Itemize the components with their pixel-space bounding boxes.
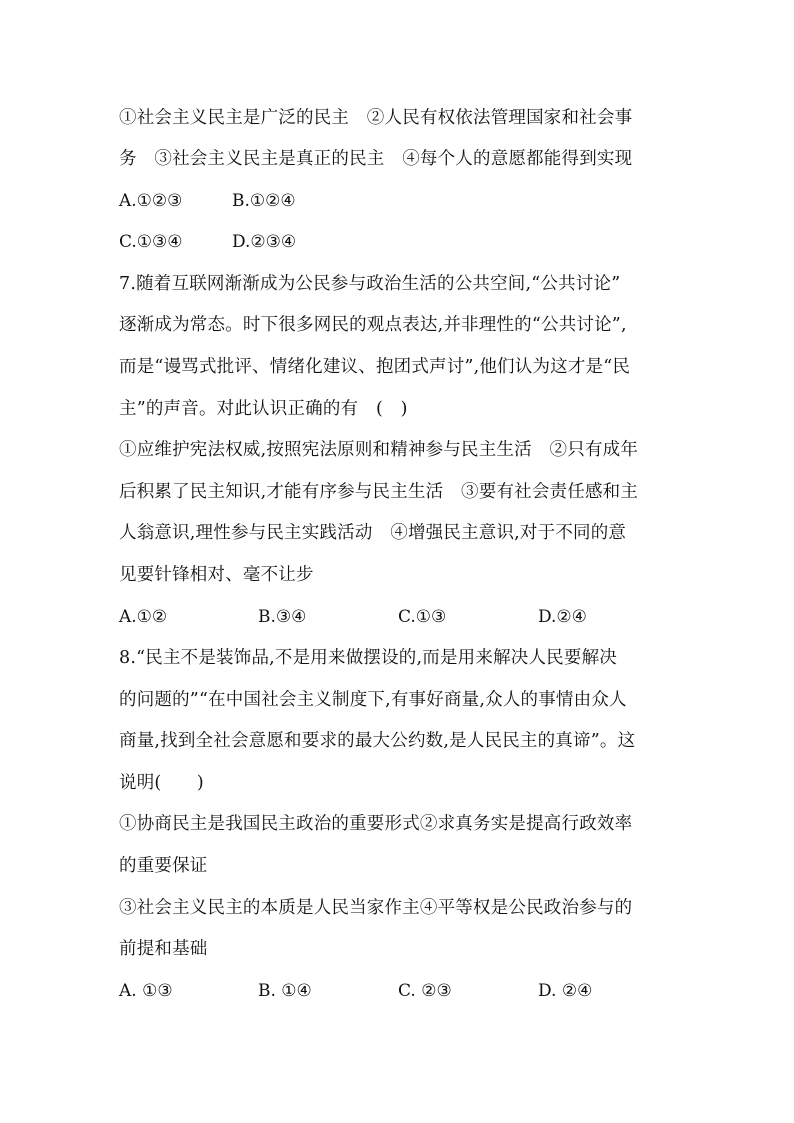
q8-stem-line-1: 8.“民主不是装饰品,不是用来做摆设的,而是用来解决人民要解决 — [119, 648, 617, 668]
q6-option-c: C.①③④ — [119, 232, 183, 252]
q8-option-a: A. ①③ — [119, 981, 173, 1001]
q7-option-c: C.①③ — [398, 607, 447, 627]
q7-statement-line-1: ①应维护宪法权威,按照宪法原则和精神参与民主生活 ②只有成年 — [119, 440, 639, 460]
q8-option-c: C. ②③ — [398, 981, 452, 1001]
q8-stem-line-3: 商量,找到全社会意愿和要求的最大公约数,是人民民主的真谛”。这 — [119, 731, 636, 751]
q6-statement-line-1: ①社会主义民主是广泛的民主 ②人民有权依法管理国家和社会事 — [119, 108, 633, 128]
q8-option-d: D. ②④ — [538, 981, 593, 1001]
q8-stem-line-2: 的问题的”“在中国社会主义制度下,有事好商量,众人的事情由众人 — [119, 690, 627, 710]
q6-statement-line-2: 务 ③社会主义民主是真正的民主 ④每个人的意愿都能得到实现 — [119, 149, 633, 169]
q7-option-d: D.②④ — [538, 607, 587, 627]
q8-statement-line-2: 的重要保证 — [119, 856, 208, 876]
q7-stem-line-4: 主”的声音。对此认识正确的有 ( ) — [119, 399, 408, 419]
q8-stem-line-4: 说明( ) — [119, 773, 204, 793]
q7-option-b: B.③④ — [258, 607, 307, 627]
q8-statement-line-1: ①协商民主是我国民主政治的重要形式②求真务实是提高行政效率 — [119, 814, 633, 834]
q7-statement-line-3: 人翁意识,理性参与民主实践活动 ④增强民主意识,对于不同的意 — [119, 523, 627, 543]
q6-option-b: B.①②④ — [232, 191, 296, 211]
q6-option-a: A.①②③ — [119, 191, 183, 211]
q7-statement-line-2: 后积累了民主知识,才能有序参与民主生活 ③要有社会责任感和主 — [119, 482, 639, 502]
q7-option-a: A.①② — [119, 607, 168, 627]
q6-option-d: D.②③④ — [232, 232, 297, 252]
q8-statement-line-3: ③社会主义民主的本质是人民当家作主④平等权是公民政治参与的 — [119, 898, 633, 918]
q7-stem-line-1: 7.随着互联网渐渐成为公民参与政治生活的公共空间,“公共讨论” — [119, 274, 621, 294]
q7-statement-line-4: 见要针锋相对、毫不让步 — [119, 565, 314, 585]
q8-option-b: B. ①④ — [258, 981, 312, 1001]
q7-stem-line-2: 逐渐成为常态。时下很多网民的观点表达,并非理性的“公共讨论”, — [119, 315, 627, 335]
q7-stem-line-3: 而是“谩骂式批评、情绪化建议、抱团式声讨”,他们认为这才是“民 — [119, 357, 631, 377]
q8-statement-line-4: 前提和基础 — [119, 939, 208, 959]
